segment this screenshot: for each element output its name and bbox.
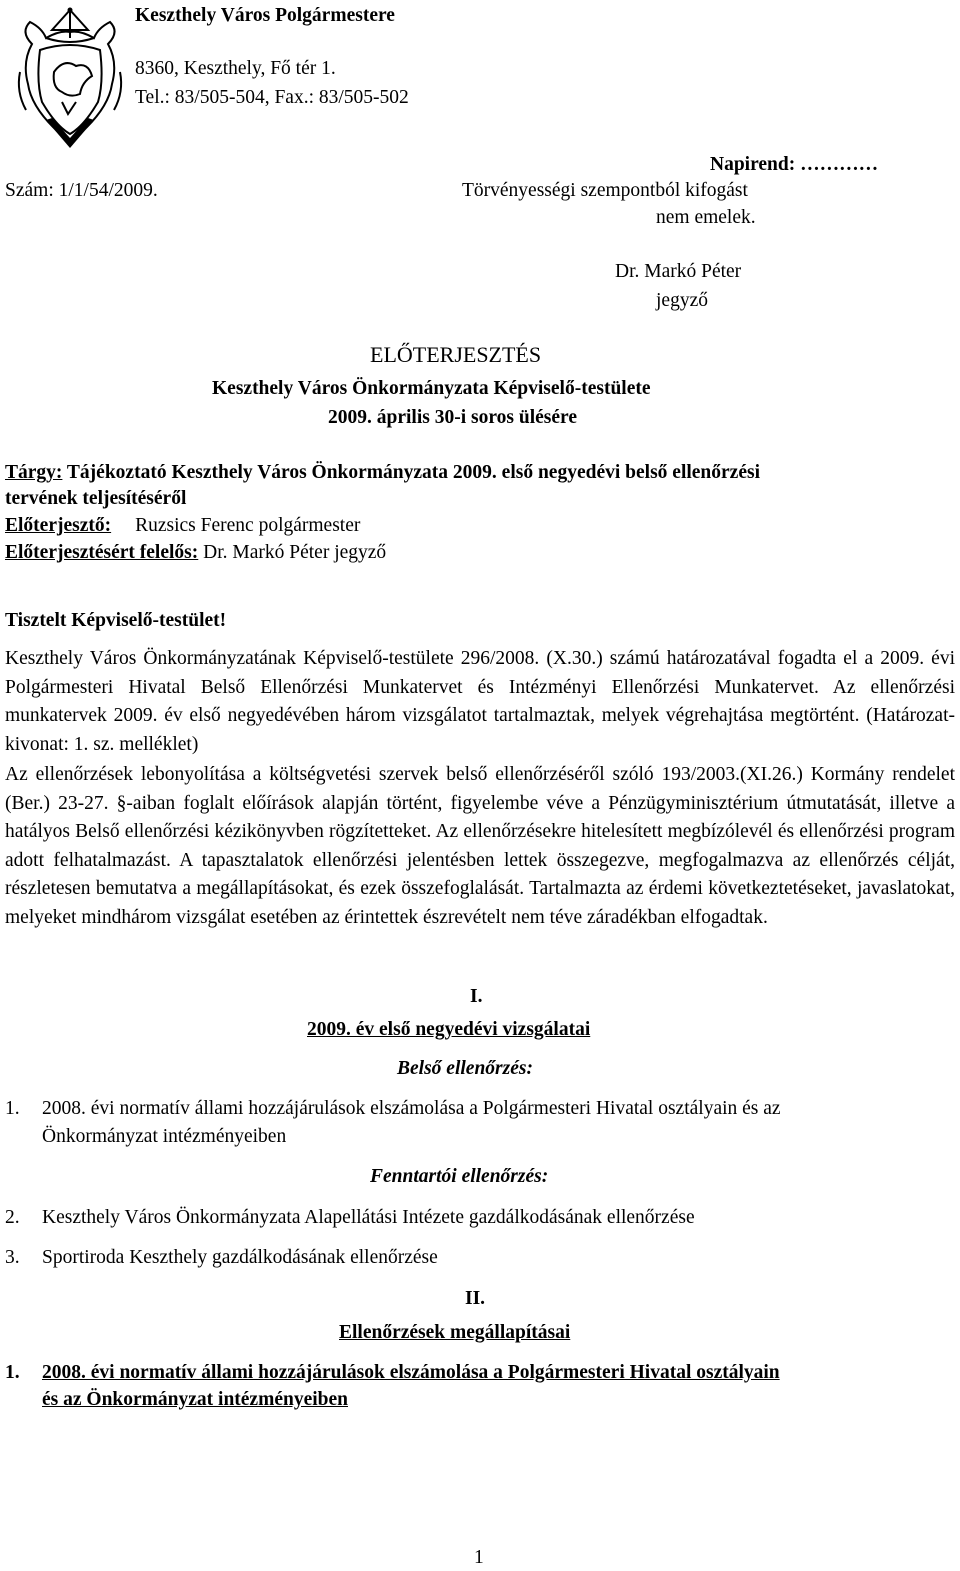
section1-item1-line2: Önkormányzat intézményeiben — [42, 1126, 287, 1147]
responsible-label: Előterjesztésért felelős: — [5, 542, 199, 563]
subject-line2: tervének teljesítéséről — [5, 488, 187, 509]
section1-heading: 2009. év első negyedévi vizsgálatai — [307, 1019, 591, 1040]
section1-maintainer-audit: Fenntartói ellenőrzés: — [370, 1166, 549, 1187]
presenter-line — [5, 514, 360, 538]
legal-note-line2: nem emelek. — [656, 207, 756, 228]
session-date: 2009. április 30-i soros ülésére — [328, 407, 577, 428]
city-crest-logo — [12, 2, 128, 152]
document-title: ELŐTERJESZTÉS — [370, 342, 542, 367]
section1-item3-number: 3. — [5, 1247, 20, 1268]
section1-roman: I. — [470, 986, 483, 1007]
section1-item2-number: 2. — [5, 1207, 20, 1228]
org-name: Keszthely Város Polgármestere — [135, 5, 395, 26]
presenter-value: Ruzsics Ferenc polgármester — [135, 515, 361, 536]
salutation: Tisztelt Képviselő-testület! — [5, 610, 227, 631]
section2-roman: II. — [465, 1288, 486, 1309]
subject-text: Tájékoztató Keszthely Város Önkormányzata 2009. első negyedévi belső ellenőrzési — [62, 462, 760, 483]
section1-item3: Sportiroda Keszthely gazdálkodásának ellenőrzése — [42, 1247, 438, 1268]
responsible-line — [5, 541, 386, 565]
section1-item1-line1: 2008. évi normatív állami hozzájárulások elszámolása a Polgármesteri Hivatal osztályain és az — [42, 1098, 781, 1119]
section2-heading: Ellenőrzések megállapításai — [339, 1322, 571, 1343]
section1-internal-audit: Belső ellenőrzés: — [397, 1058, 533, 1079]
section2-item1-number: 1. — [5, 1362, 20, 1383]
section1-item1-number: 1. — [5, 1098, 20, 1119]
reference-number: Szám: 1/1/54/2009. — [5, 180, 158, 201]
section1-item2: Keszthely Város Önkormányzata Alapellátási Intézete gazdálkodásának ellenőrzése — [42, 1207, 695, 1228]
notary-title: jegyző — [656, 290, 708, 311]
subject-line1 — [5, 461, 760, 485]
subject-label: Tárgy: — [5, 462, 63, 483]
phone-fax: Tel.: 83/505-504, Fax.: 83/505-502 — [135, 87, 409, 108]
section2-item1-line1: 2008. évi normatív állami hozzájárulások elszámolása a Polgármesteri Hivatal osztályain — [42, 1362, 780, 1383]
legal-note-line1: Törvényességi szempontból kifogást — [462, 180, 748, 201]
paragraph-1: Keszthely Város Önkormányzatának Képviselő-testülete 296/2008. (X.30.) számú határozatával fogadta el a 2009. évi Polgármesteri Hivatal Belső Ellenőrzési Munkatervet és Intézményi Ellenőrzési Munkatervet. Az ellenőrzési munkatervek 2009. év első negyedévében három vizsgálatot tartalmaztak, melyek végrehajtása megtörtént. (Határozat-kivonat: 1. sz. melléklet) — [5, 648, 955, 755]
page-number: 1 — [474, 1547, 484, 1568]
address: 8360, Keszthely, Fő tér 1. — [135, 58, 336, 79]
notary-name: Dr. Markó Péter — [615, 261, 742, 282]
paragraph-2: Az ellenőrzések lebonyolítása a költségvetési szervek belső ellenőrzéséről szóló 193/2003.(XI.26.) Kormány rendelet (Ber.) 23-27. §-aiban foglalt előírások alapján történt, figyelembe véve a Pénzügyminisztérium útmutatását, illetve a hatályos Belső ellenőrzési kézikönyvben rögzítetteket. Az ellenőrzésekre hitelesített megbízólevél és ellenőrzési program adott felhatalmazást. A tapasztalatok ellenőrzési jelentésben lettek összegezve, megfogalmazva az ellenőrzés célját, részletesen bemutatva a megállapításokat, és ezek összefoglalását. Tartalmazta az érdemi következtetéseket, javaslatokat, melyeket mindhárom vizsgálat esetében az érintettek észrevételt nem téve záradékban elfogadtak. — [5, 764, 955, 928]
section2-item1-line2: és az Önkormányzat intézményeiben — [42, 1389, 349, 1410]
document-subtitle: Keszthely Város Önkormányzata Képviselő-testülete — [212, 378, 651, 399]
agenda-label: Napirend: ………… — [710, 154, 879, 175]
presenter-label: Előterjesztő: — [5, 515, 112, 536]
responsible-value: Dr. Markó Péter jegyző — [198, 542, 387, 563]
